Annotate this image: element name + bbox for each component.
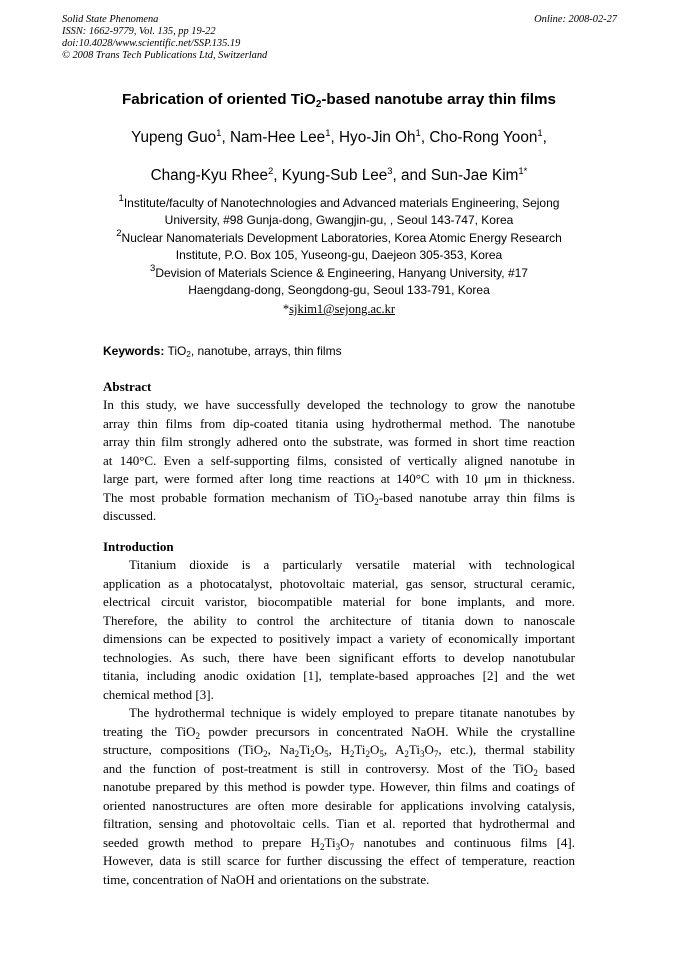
introduction-paragraph-2: The hydrothermal technique is widely employed to prepare titanate nanotubes by treating the TiO$_2$ powder precursors in concentrated NaOH. While the crystalline structure, compositions (TiO$_2$, $Na_2Ti_2O_5$, $H_2Ti_2O_5$, $A_2Ti_3O_7$, etc.), thermal stability and the function of post-treatment is still in controversy. Most of the TiO$_2$ based nanotube prepared by this method is powder type. However, thin films and coatings of oriented nanostructures are often more desirable for applications involving catalysis, filtration, sensing and photovoltaic cells. Tian et al. reported that hydrothermal and seeded growth method to prepare $H_2Ti_3O_7$ nanotubes and continuous films [4]. However, data is still scarce for further discussing the effect of temperature, reaction time, concentration of NaOH and orientations on the substrate. (103, 705, 576, 887)
introduction-paragraph-1: Titanium dioxide is a particularly versatile material with technological application as a photocatalyst, photovoltaic material, gas sensor, structural ceramic, electrical circuit varistor, biocompatible material for bone implants, and more. Therefore, the ability to control the architecture of titania down to nanoscale dimensions can be expected to positively impact a variety of economically important technologies. As such, there have been significant efforts to develop nanotubular titania, including anodic oxidation [1], template-based approaches [2] and the wet chemical method [3]. (103, 557, 575, 702)
keywords: Keywords: TiO$_2$, nanotube, arrays, thin films (103, 344, 342, 359)
affiliation-1: $^1$Institute/faculty of Nanotechnologies and Advanced materials Engineering, Sejong University, #98 Gunja-dong, Gwangjin-gu, , Seoul 143-747, Korea (118, 193, 560, 228)
paper-title: Fabrication of oriented TiO$_2$-based nanotube array thin films (122, 91, 556, 110)
author-name: Sun-Jae Kim (430, 167, 519, 184)
email-link[interactable]: sjkim1@sejong.ac.kr (289, 302, 396, 316)
author-name: Kyung-Sub Lee (281, 167, 388, 184)
author-name: Chang-Kyu Rhee (150, 167, 268, 184)
author-line-1: Yupeng Guo$^1$, Nam-Hee Lee$^1$, Hyo-Jin Oh$^1$, Cho-Rong Yoon$^1$, (131, 128, 547, 146)
corresponding-email: *sjkim1@sejong.ac.kr (282, 302, 396, 316)
online-date: Online: 2008-02-27 (534, 14, 617, 25)
abstract-text: In this study, we have successfully developed the technology to grow the nanotube array thin films from dip-coated titania using hydrothermal method. The nanotube array thin film strongly adhered onto the substrate, was formed in short time reaction at 140°C. Even a self-supporting films, consisted of vertically aligned nanotube in large part, were formed after long time reactions at 140°C with 10 μm in thickness. The most probable formation mechanism of TiO$_2$-based nanotube array thin films is discussed. (103, 397, 575, 523)
author-name: Cho-Rong Yoon (429, 129, 538, 146)
journal-name: Solid State Phenomena (62, 14, 159, 25)
abstract-heading: Abstract (103, 379, 152, 394)
doi-line: doi:10.4028/www.scientific.net/SSP.135.19 (62, 38, 241, 49)
author-name: Hyo-Jin Oh (339, 129, 416, 146)
author-name: Nam-Hee Lee (229, 129, 326, 146)
keywords-label: Keywords: (103, 344, 165, 358)
copyright-line: © 2008 Trans Tech Publications Ltd, Switzerland (62, 50, 268, 61)
introduction-heading: Introduction (103, 539, 174, 554)
affiliation-2: $^2$Nuclear Nanomaterials Development Laboratories, Korea Atomic Energy Research Institute, P.O. Box 105, Yuseong-gu, Daejeon 305-353, Korea (116, 228, 562, 263)
journal-header (62, 14, 267, 62)
issn-line: ISSN: 1662-9779, Vol. 135, pp 19-22 (62, 26, 216, 37)
author-line-2: Chang-Kyu Rhee$^2$, Kyung-Sub Lee$^3$, and Sun-Jae Kim$^{1*}$ (150, 166, 528, 184)
author-name: Yupeng Guo (131, 129, 217, 146)
affiliation-3: $^3$Devision of Materials Science & Engineering, Hanyang University, #17 Haengdang-dong, Seongdong-gu, Seoul 133-791, Korea (150, 263, 528, 298)
